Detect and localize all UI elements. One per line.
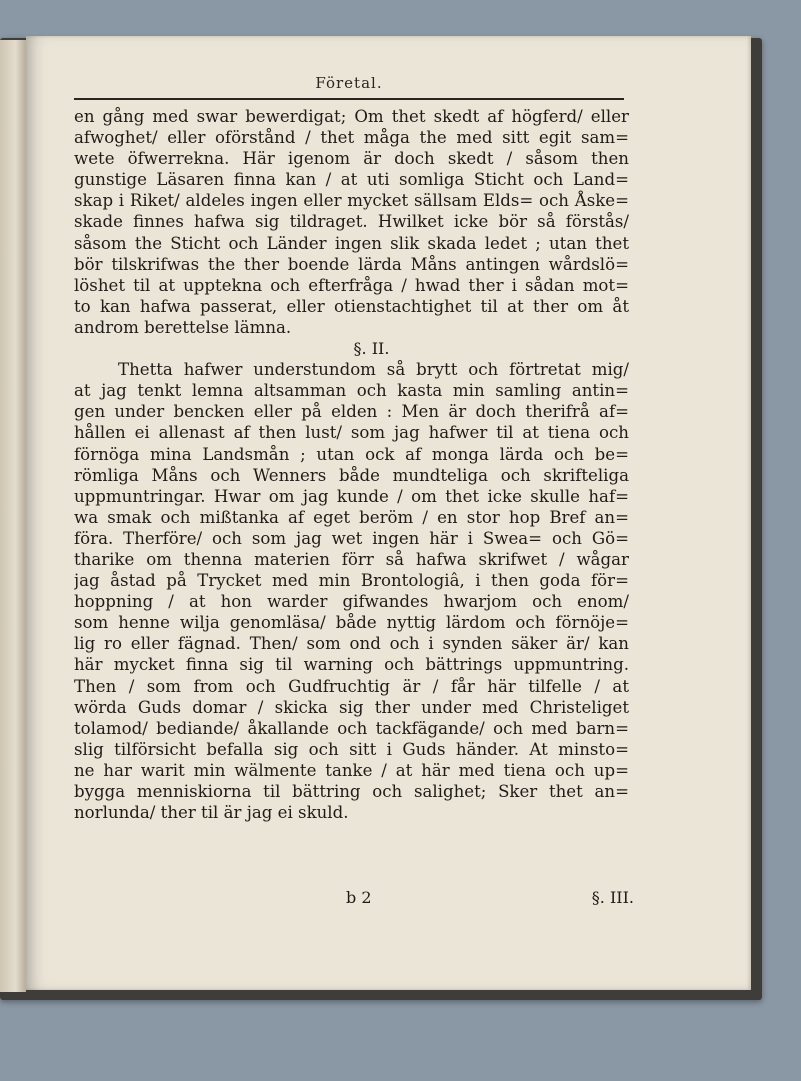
text-line: skap i Riket/ aldeles ingen eller mycket sällsam Elds= och Åske= <box>74 191 629 211</box>
text-line: löshet til at upptekna och efterfråga / hwad ther i sådan mot= <box>74 275 629 295</box>
text-line: förnöga mina Landsmån ; utan ock af monga lärda och be= <box>74 444 629 464</box>
text-line: androm berettelse lämna. <box>74 317 292 337</box>
text-line: hållen ei allenast af then lust/ som jag hafwer til at tiena och <box>74 423 629 443</box>
text-line: ne har warit min wälmente tanke / at här med tiena och up= <box>74 760 629 780</box>
book-page <box>26 36 751 990</box>
text-line: jag åstad på Trycket med min Brontologiâ, i then goda för= <box>74 571 629 591</box>
page-footer <box>74 888 634 910</box>
text-line: wa smak och mißtanka af eget beröm / en stor hop Bref an= <box>74 507 629 527</box>
text-line: gen under bencken eller på elden : Men är doch therifrå af= <box>74 402 629 422</box>
text-line: wörda Guds domar / skicka sig ther under med Christeliget <box>74 697 629 717</box>
body-text <box>74 106 629 823</box>
text-line: uppmuntringar. Hwar om jag kunde / om thet icke skulle haf= <box>74 486 629 506</box>
text-line: hoppning / at hon warder gifwandes hwarjom och enom/ <box>74 592 629 612</box>
text-line: norlunda/ ther til är jag ei skuld. <box>74 803 349 823</box>
text-line: skade finnes hafwa sig tildraget. Hwilket icke bör så förstås/ <box>74 212 629 232</box>
signature-mark: b 2 <box>346 888 372 907</box>
header-rule <box>74 98 624 100</box>
text-line: lig ro eller fägnad. Then/ som ond och i synden säker är/ kan <box>74 634 629 654</box>
text-line: to kan hafwa passerat, eller otienstachtighet til at ther om åt <box>74 296 629 316</box>
text-line: römliga Måns och Wenners både mundteliga och skrifteliga <box>74 465 629 485</box>
text-line: afwoghet/ eller oförstånd / thet måga the med sitt egit sam= <box>74 128 629 148</box>
text-line: slig tilförsicht befalla sig och sitt i Guds händer. At minsto= <box>74 739 629 759</box>
text-line: bygga menniskiorna til bättring och salighet; Sker thet an= <box>74 782 629 801</box>
text-line: at jag tenkt lemna altsamman och kasta min samling antin= <box>74 381 629 401</box>
text-line: gunstige Läsaren finna kan / at uti somliga Sticht och Land= <box>74 170 629 190</box>
text-line: tharike om thenna materien förr så hafwa skrifwet / wågar <box>74 549 629 569</box>
text-line: här mycket finna sig til warning och bättrings uppmuntring. <box>74 655 629 675</box>
text-line: wete öfwerrekna. Här igenom är doch skedt / såsom then <box>74 149 629 169</box>
text-line: en gång med swar bewerdigat; Om thet skedt af högferd/ eller <box>74 107 629 126</box>
section-heading: §. II. <box>353 339 390 359</box>
catchword: §. III. <box>591 888 634 907</box>
text-line: bör tilskrifwas the ther boende lärda Måns antingen wårdslö= <box>74 254 629 274</box>
facing-page-edge <box>0 40 26 992</box>
text-line: tolamod/ bediande/ åkallande och tackfägande/ och med barn= <box>74 718 629 738</box>
text-line: såsom the Sticht och Länder ingen slik skada ledet ; utan thet <box>74 233 629 253</box>
text-line: Thetta hafwer understundom så brytt och förtretat mig/ <box>118 360 629 380</box>
text-line: Then / som from och Gudfruchtig är / får här tilfelle / at <box>74 676 629 696</box>
text-line: som henne wilja genomläsa/ både nyttig lärdom och förnöje= <box>74 613 629 633</box>
text-line: föra. Therföre/ och som jag wet ingen här i Swea= och Gö= <box>74 528 629 548</box>
running-header: Företal. <box>315 74 383 92</box>
